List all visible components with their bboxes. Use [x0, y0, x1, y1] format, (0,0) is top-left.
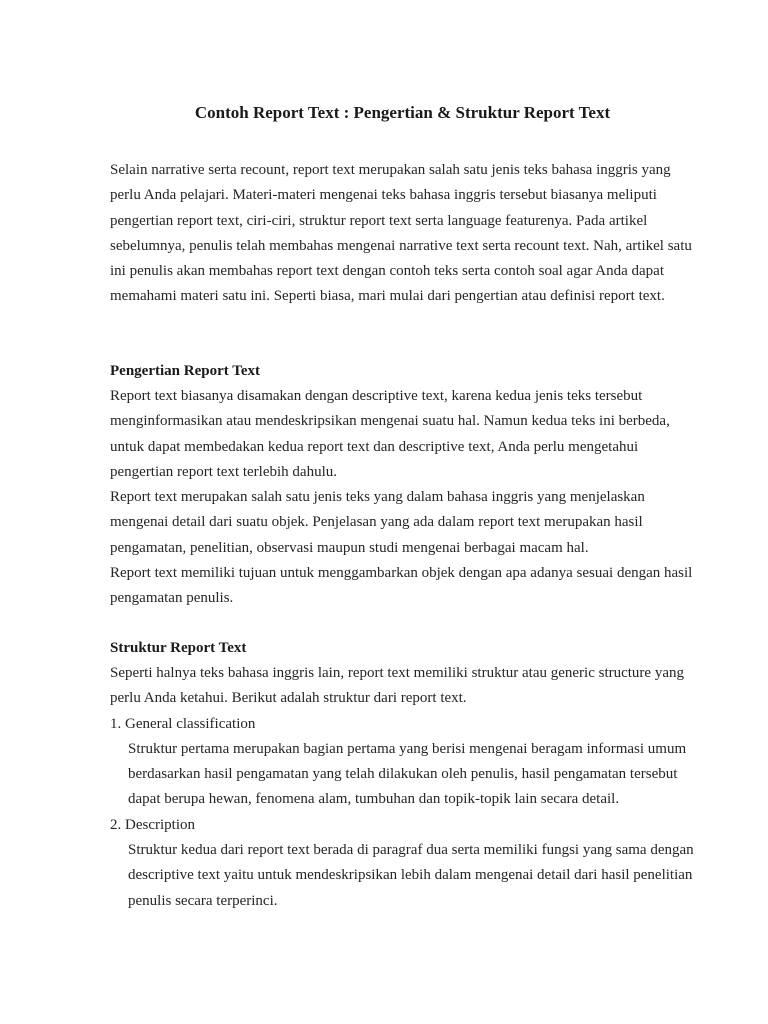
- list-item-description: Struktur kedua dari report text berada di paragraf dua serta memiliki fungsi yang sama dengan descriptive text yaitu untuk mendeskripsikan lebih dalam mengenai detail dari hasil penelitian penulis secara terperinci.: [128, 842, 694, 909]
- intro-paragraph: Selain narrative serta recount, report text merupakan salah satu jenis teks bahasa inggris yang perlu Anda pelajari. Materi-materi mengenai teks bahasa inggris tersebut biasanya meliputi pengertian report text, ciri-ciri, struktur report text serta language featurenya. Pada artikel sebelumnya, penulis telah membahas mengenai narrative text serta recount text. Nah, artikel satu ini penulis akan membahas report text dengan contoh teks serta contoh soal agar Anda dapat memahami materi satu ini. Seperti biasa, mari mulai dari pengertian atau definisi report text.: [110, 162, 692, 305]
- document-title: Contoh Report Text : Pengertian & Struktur Report Text: [194, 103, 611, 122]
- list-item-title: 1. General classification: [110, 715, 256, 732]
- paragraph: Seperti halnya teks bahasa inggris lain, report text memiliki struktur atau generic structure yang perlu Anda ketahui. Berikut adalah struktur dari report text.: [110, 665, 684, 707]
- list-item: [110, 813, 700, 914]
- paragraph: Report text merupakan salah satu jenis teks yang dalam bahasa inggris yang menjelaskan mengenai detail dari suatu objek. Penjelasan yang ada dalam report text merupakan hasil pengamatan, penelitian, observasi maupun studi mengenai berbagai macam hal.: [110, 489, 645, 556]
- section-body-pengertian: [110, 384, 700, 612]
- section-body-struktur: [110, 661, 700, 914]
- list-item-description: Struktur pertama merupakan bagian pertama yang berisi mengenai beragam informasi umum berdasarkan hasil pengamatan yang telah dilakukan oleh penulis, hasil pengamatan tersebut dapat berupa hewan, fenomena alam, tumbuhan dan topik-topik lain secara detail.: [128, 740, 687, 808]
- paragraph: Report text memiliki tujuan untuk menggambarkan objek dengan apa adanya sesuai dengan hasil pengamatan penulis.: [110, 565, 693, 607]
- paragraph: Report text biasanya disamakan dengan descriptive text, karena kedua jenis teks tersebut menginformasikan atau mendeskripsikan mengenai suatu hal. Namun kedua teks ini berbeda, untuk dapat membedakan kedua report text dan descriptive text, Anda perlu mengetahui pengertian report text terlebih dahulu.: [110, 388, 670, 480]
- section-heading-pengertian: Pengertian Report Text: [110, 363, 260, 379]
- list-item-title: 2. Description: [110, 816, 195, 833]
- section-heading-struktur: Struktur Report Text: [110, 640, 247, 656]
- list-item: [110, 712, 700, 813]
